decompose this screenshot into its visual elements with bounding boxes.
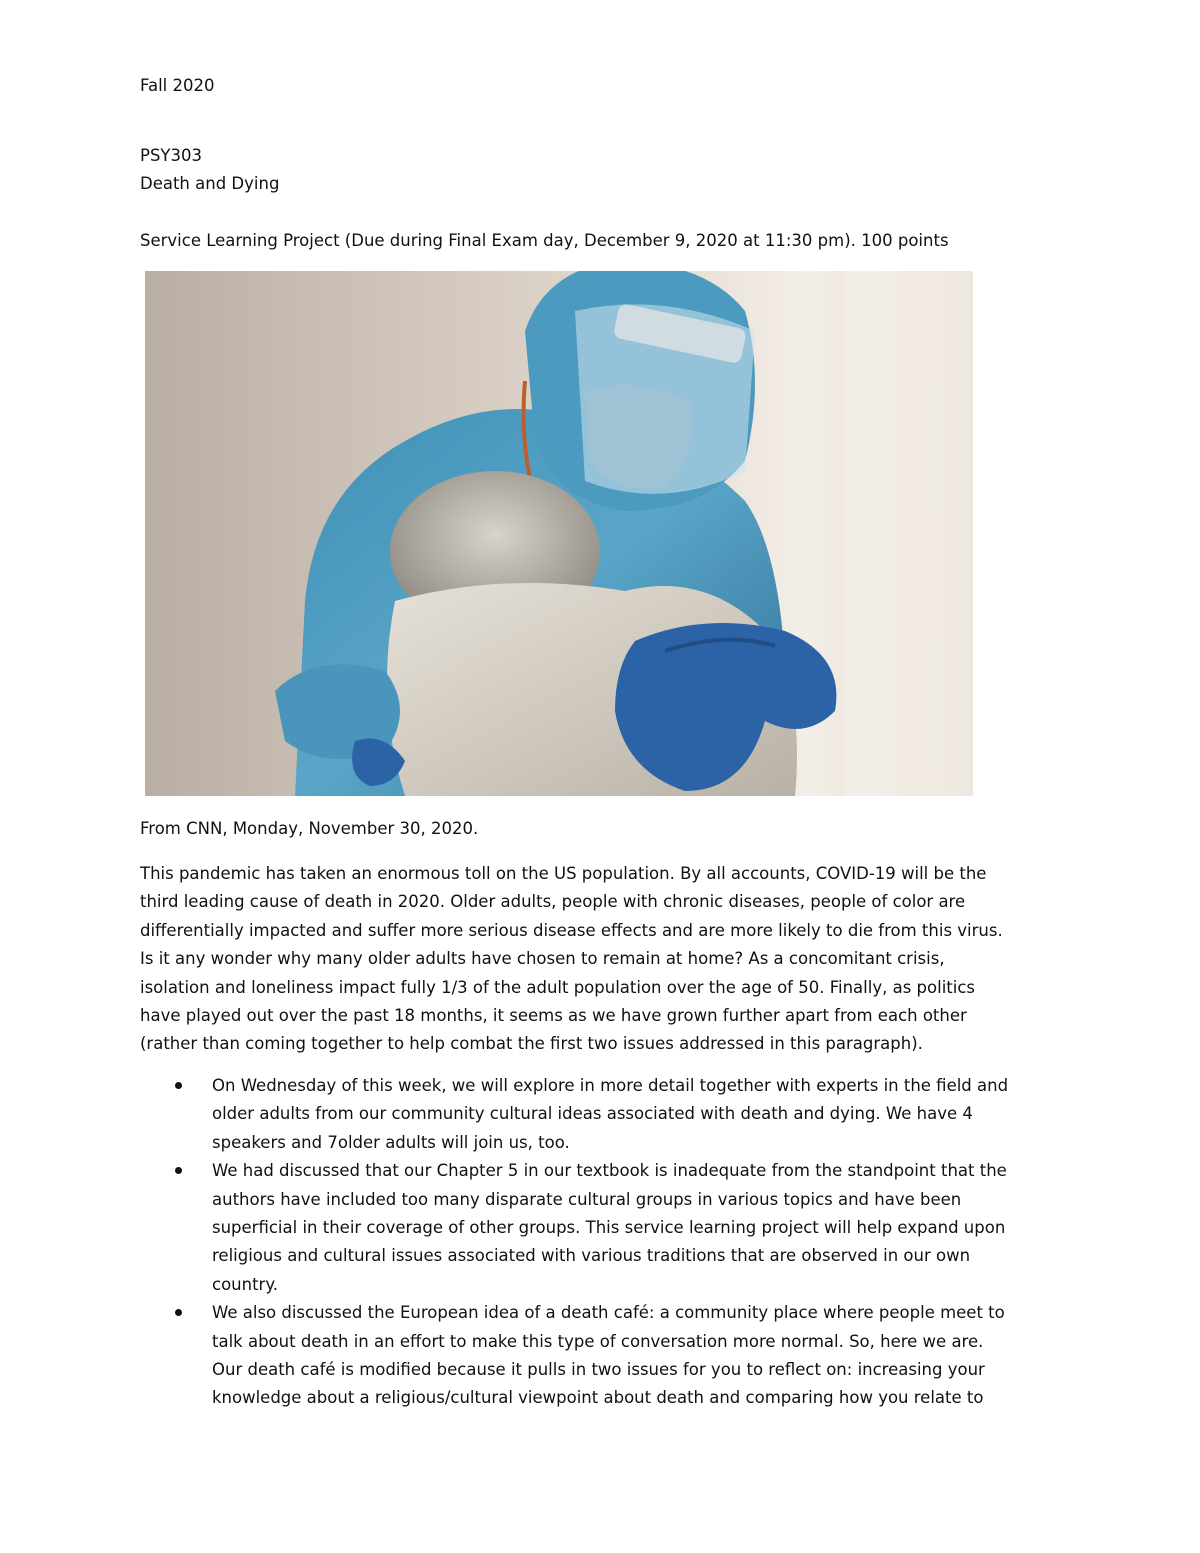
term-label: Fall 2020 xyxy=(140,76,215,95)
paragraph-line: isolation and loneliness impact fully 1/3 of the adult population over the age of 50. Finally, as politics xyxy=(140,977,975,997)
news-photo xyxy=(145,271,973,796)
list-item-line: knowledge about a religious/cultural viewpoint about death and comparing how you relate to xyxy=(212,1388,984,1408)
paragraph-line: have played out over the past 18 months, it seems as we have grown further apart from each other xyxy=(140,1005,967,1025)
list-item-line: We also discussed the European idea of a death café: a community place where people meet to xyxy=(212,1303,1005,1323)
list-item-line: We had discussed that our Chapter 5 in our textbook is inadequate from the standpoint that the xyxy=(212,1161,1007,1181)
course-code: PSY303 xyxy=(140,146,202,165)
list-item xyxy=(140,1072,1060,1157)
course-title: Death and Dying xyxy=(140,174,280,193)
list-item-line: country. xyxy=(212,1274,278,1294)
photo-caption: From CNN, Monday, November 30, 2020. xyxy=(140,819,479,838)
list-item-line: authors have included too many disparate cultural groups in various topics and have been xyxy=(212,1189,962,1209)
list-item xyxy=(140,1157,1060,1299)
paragraph-line: Is it any wonder why many older adults have chosen to remain at home? As a concomitant crisis, xyxy=(140,949,945,969)
list-item-line: older adults from our community cultural ideas associated with death and dying. We have 4 xyxy=(212,1104,973,1124)
photo-illustration xyxy=(145,271,973,796)
paragraph-line: This pandemic has taken an enormous toll on the US population. By all accounts, COVID-19 will be the xyxy=(140,864,987,883)
paragraph-line: differentially impacted and suffer more serious disease effects and are more likely to die from this virus. xyxy=(140,920,1003,940)
bullet-list xyxy=(140,1072,1060,1413)
list-item-line: speakers and 7older adults will join us, too. xyxy=(212,1132,570,1152)
paragraph-line: third leading cause of death in 2020. Older adults, people with chronic diseases, people of color are xyxy=(140,892,966,912)
bullet-icon xyxy=(175,1082,182,1089)
list-item-line: Our death café is modified because it pulls in two issues for you to reflect on: increasing your xyxy=(212,1359,985,1379)
bullet-icon xyxy=(175,1167,182,1174)
list-item-line: superficial in their coverage of other groups. This service learning project will help expand upon xyxy=(212,1217,1006,1237)
intro-paragraph xyxy=(140,860,1060,1059)
list-item-line: talk about death in an effort to make this type of conversation more normal. So, here we are. xyxy=(212,1331,984,1351)
assignment-heading: Service Learning Project (Due during Final Exam day, December 9, 2020 at 11:30 pm). 100 points xyxy=(140,231,949,250)
paragraph-line: (rather than coming together to help combat the first two issues addressed in this paragraph). xyxy=(140,1034,923,1054)
list-item xyxy=(140,1299,1060,1413)
list-item-line: religious and cultural issues associated with various traditions that are observed in our own xyxy=(212,1246,971,1266)
list-item-line: On Wednesday of this week, we will explore in more detail together with experts in the field and xyxy=(212,1076,1009,1095)
bullet-icon xyxy=(175,1309,182,1316)
